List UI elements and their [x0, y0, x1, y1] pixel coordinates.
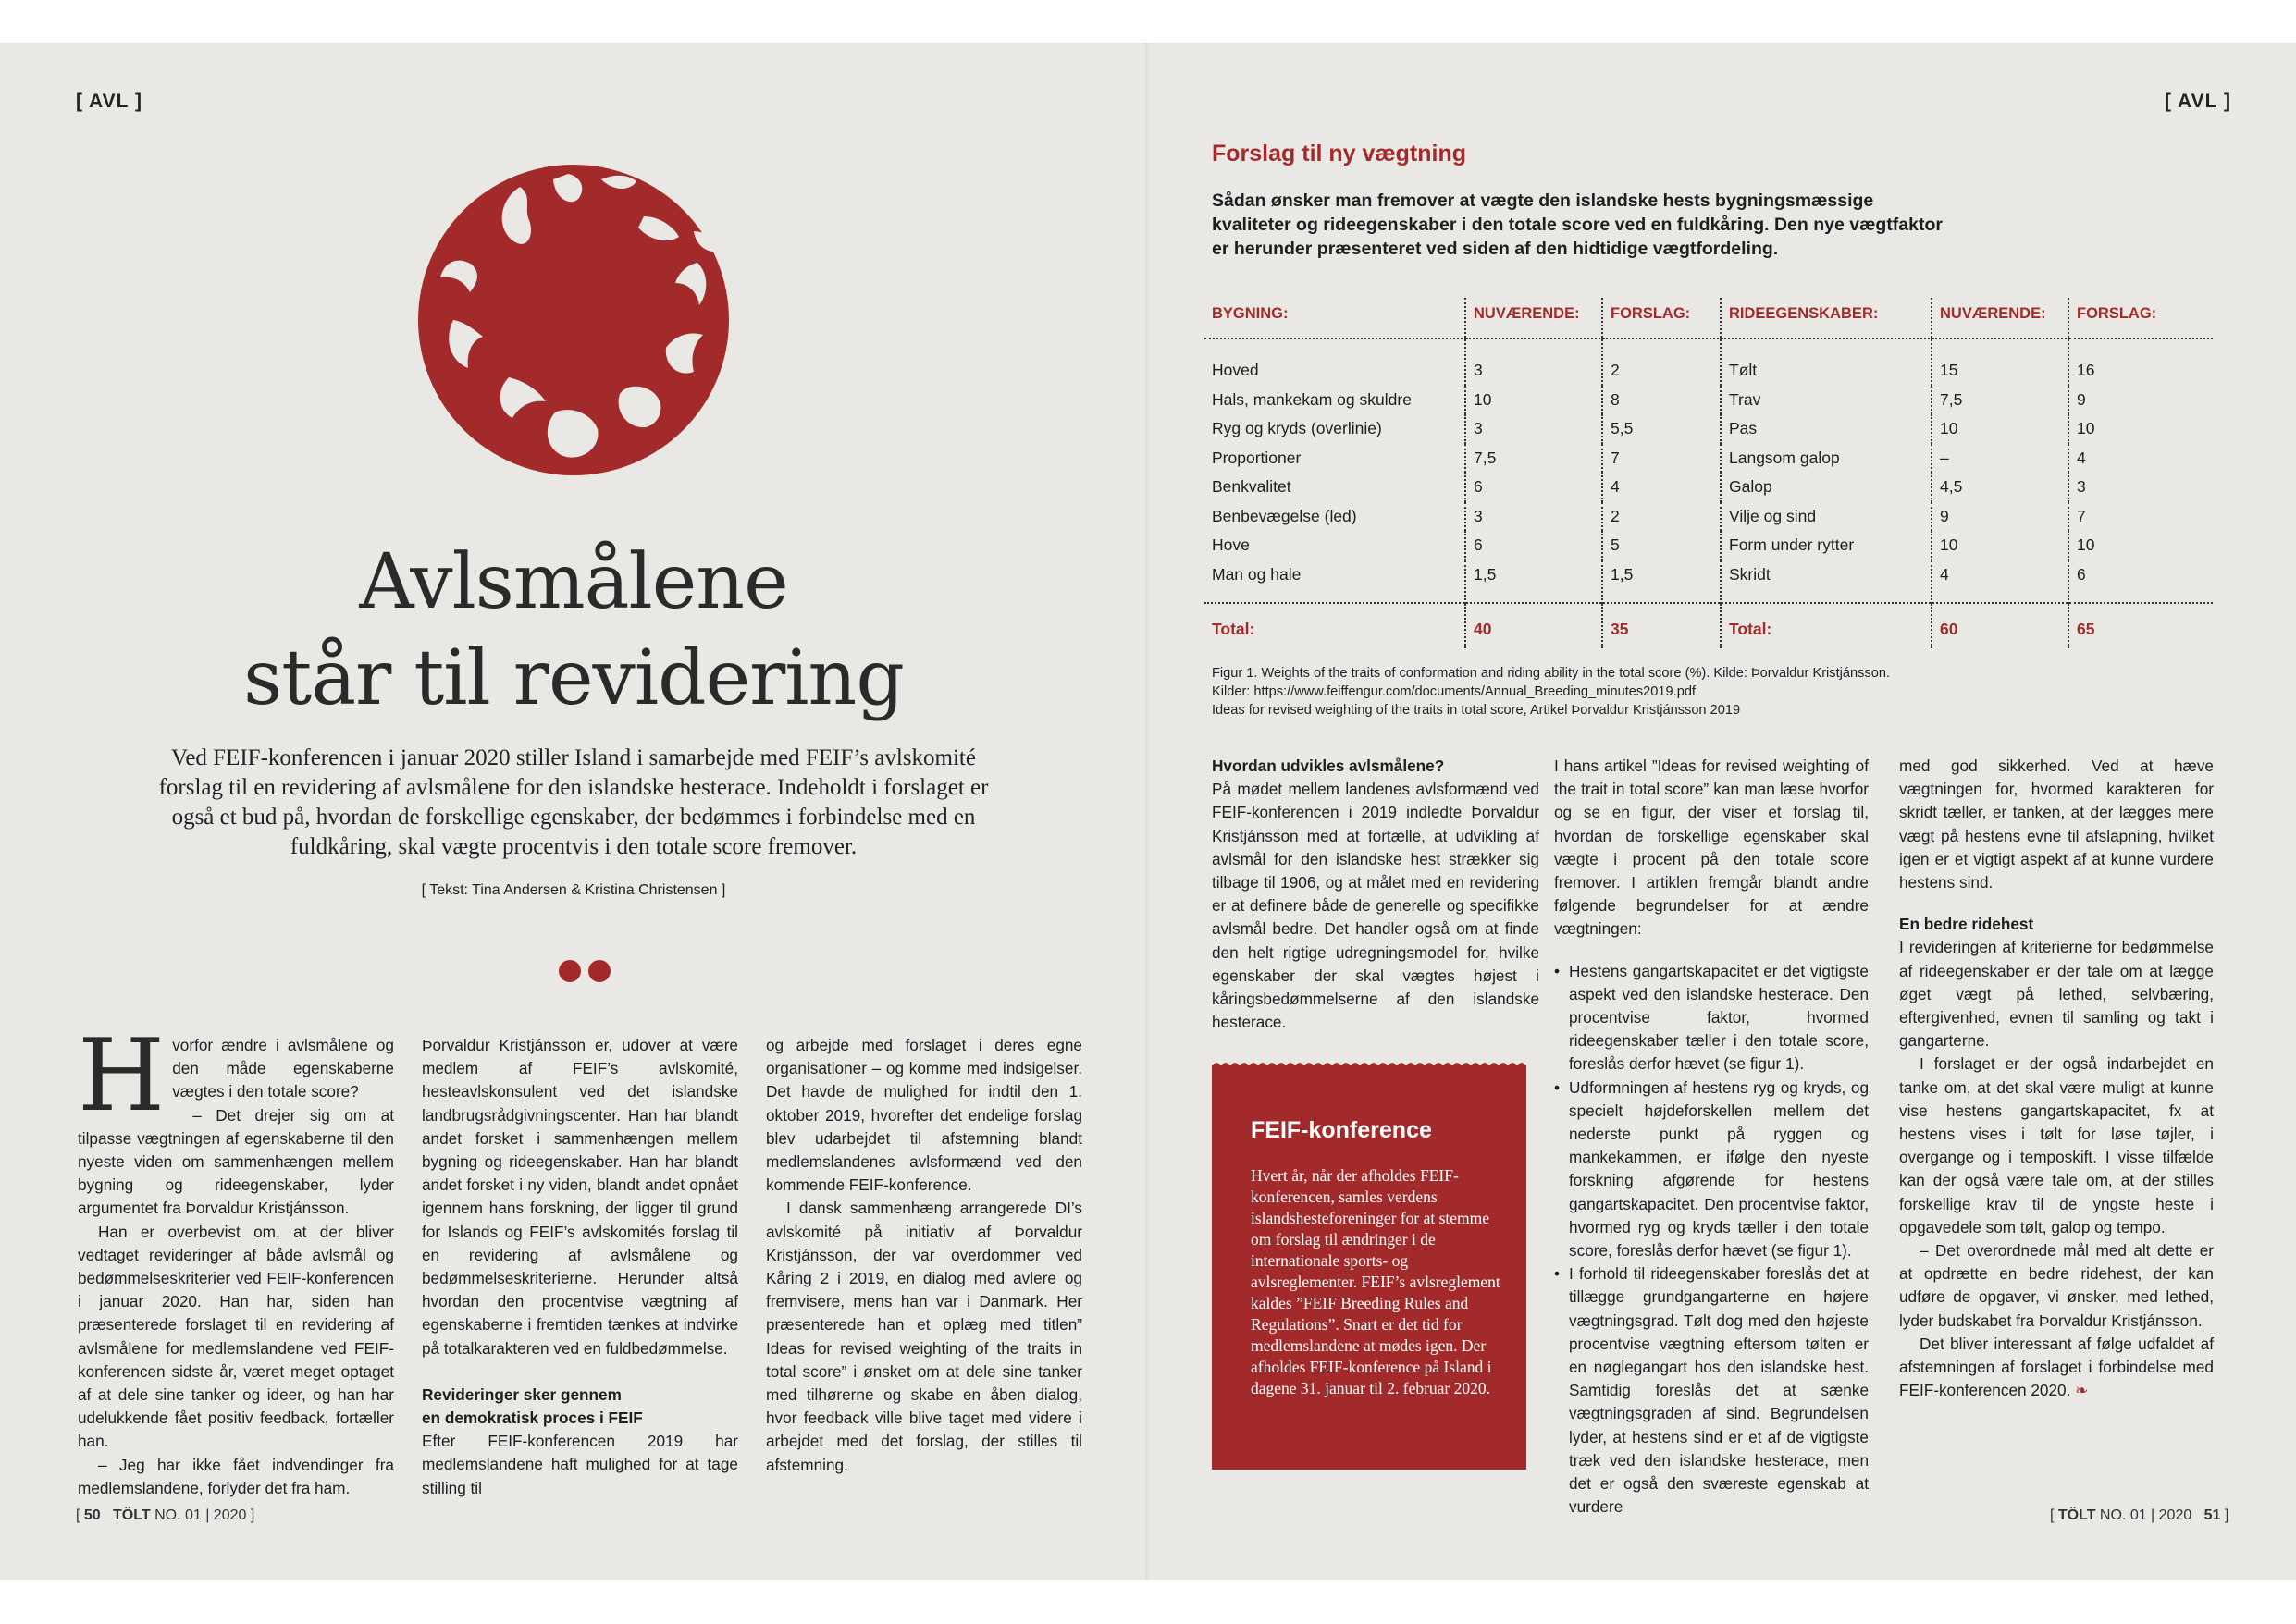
header-cell: NUVÆRENDE: — [1465, 298, 1602, 338]
table-cell: 10 — [1465, 386, 1602, 415]
table-cell: 10 — [2068, 414, 2213, 444]
paragraph: Han er overbevist om, at der bliver vedtaget revideringer af både avlsmål og bedømmelseskriterier ved FEIF-konferencen i januar 2020. Han har, siden han præsenterede forslaget til en revidering af avlsmålene for medlemslandene ved FEIF-konferencen sidste år, været meget optaget af at dele sine tanker og ideer, og han har udelukkende fået positiv feedback, fortæller han. — [78, 1222, 394, 1451]
table-cell: Proportioner — [1212, 448, 1302, 467]
section-tag-right: [ AVL ] — [2165, 91, 2231, 112]
table-cell: Ryg og kryds (overlinie) — [1212, 419, 1382, 438]
left-column-1 — [78, 1018, 394, 1500]
figure-title: Forslag til ny vægtning — [1212, 141, 1467, 166]
paragraph: – Det overordnede mål med alt dette er at opdrætte en bedre ridehest, der kan udføre de opgaver, vi ønsker, med lethed, lyder budskabet fra Þorvaldur Kristjánsson. — [1899, 1241, 2214, 1330]
table-cell: Galop — [1721, 473, 1932, 502]
red-dots-ornament — [559, 960, 618, 987]
title-line-1: Avlsmålene — [359, 538, 788, 626]
table-cell: 6 — [1465, 531, 1602, 560]
paragraph: I hans artikel ”Ideas for revised weighting of the trait in total score” kan man læse hvorfor og se en figur, der viser et forslag til, hvordan de forskellige egenskaber skal vægte i procent på den totale score fremover. I artiklen fremgår blandt andre følgende begrundelser for at ændre vægtningen: — [1554, 757, 1869, 939]
folio-right: [ TÖLT NO. 01 | 2020 51 ] — [2050, 1507, 2229, 1523]
folio-left: [ 50 TÖLT NO. 01 | 2020 ] — [76, 1507, 255, 1523]
table-cell: 10 — [2068, 531, 2213, 560]
header-cell: FORSLAG: — [2068, 298, 2213, 338]
table-row — [1204, 560, 2213, 604]
subheading: Hvordan udvikles avlsmålene? — [1212, 757, 1445, 775]
subheading: En bedre ridehest — [1899, 915, 2034, 934]
bullet-item: • I forhold til rideegenskaber foreslås det at tillægge grundgangarterne en højere vægtningsgrad. Tølt dog med den højeste procentvise vægtning eftersom tølten er en nøglegangart hos den islandske hest. Samtidig foreslås det at sænke vægtningsgraden af sind. Begrundelsen lyder, at hestens sind er et af de vigtigste træk ved den islandske hesterace, men det er også den sværeste egenskab at vurdere — [1554, 1262, 1869, 1519]
table-cell: 5,5 — [1602, 414, 1721, 444]
table-cell: 5 — [1602, 531, 1721, 560]
article-intro: Ved FEIF-konferencen i januar 2020 stiller Island i samarbejde med FEIF’s avlskomité forslag til en revidering af avlsmålene for den islandske hesterace. Indeholdt i forslaget er også et bud på, hvordan de forskellige egenskaber, der bedømmes i forbindelse med en fuldkåring, skal vægte procentvis i den totale score fremover. — [158, 745, 989, 859]
table-cell: 7,5 — [1932, 386, 2068, 415]
table-total-row — [1204, 603, 2213, 648]
table-cell: 6 — [1465, 473, 1602, 502]
table-cell: 7,5 — [1465, 444, 1602, 474]
paragraph: Efter FEIF-konferencen 2019 har medlemslandene haft mulighed for at tage stilling til — [422, 1432, 738, 1497]
table-cell: 4 — [1932, 560, 2068, 604]
table-cell: 6 — [2068, 560, 2213, 604]
figure-subtitle: Sådan ønsker man fremover at vægte den islandske hests bygningsmæssige kvaliteter og rideegenskaber i den totale score ved en fuldkåring. Den nye vægtfaktor er herunder præsenteret ved siden af den hidtidige vægtfordeling. — [1212, 191, 1943, 259]
table-cell: Hove — [1212, 535, 1250, 555]
table-cell: Trav — [1721, 386, 1932, 415]
table-row — [1204, 414, 2213, 444]
table-cell: 2 — [1602, 502, 1721, 532]
right-column-3 — [1899, 755, 2214, 1402]
right-column-1 — [1212, 755, 1539, 1034]
paragraph: med god sikkerhed. Ved at hæve vægtningen for, hvormed karakteren for skridt tæller, er tanken, at der lægges mere vægt på hestens evne til afslapning, hvilket igen er et vigtigt aspekt af at kunne vurdere hestens sind. — [1899, 757, 2214, 892]
table-cell: Benbevægelse (led) — [1212, 506, 1357, 525]
table-cell: 3 — [2068, 473, 2213, 502]
table-cell: Langsom galop — [1721, 444, 1932, 474]
table-cell: Pas — [1721, 414, 1932, 444]
box-text: Hvert år, når der afholdes FEIF-konferencen, samles verdens islandshesteforeninger for at stemme om forslag til ændringer i de internationale sports- og avlsreglementer. FEIF’s avlsreglement kaldes ”FEIF Breeding Rules and Regulations”. Snart er det tid for medlemslandene at mødes igen. Der afholdes FEIF-konference på Island i dagene 31. januar til 2. februar 2020. — [1251, 1166, 1500, 1397]
article-title — [167, 535, 981, 727]
header-cell: FORSLAG: — [1602, 298, 1721, 338]
paragraph: I dansk sammenhæng arrangerede DI’s avlskomité på initiativ af Þorvaldur Kristjánsson, der var overdommer ved Kåring 2 i 2019, en dialog med avlere og fremvisere, mens han var i Danmark. Her præsenterede han et oplæg med titlen” Ideas for revised weighting of the traits in total score” i ønsket om at dele sine tanker med tilhørerne og skabe en åben dialog, hvor feedback ville blive taget med videre i arbejdet med det forslag, der stilles til afstemning. — [766, 1199, 1082, 1474]
title-line-2: står til revidering — [243, 634, 904, 722]
drop-cap: H — [78, 1018, 166, 1134]
table-row — [1204, 531, 2213, 560]
table-cell: 4,5 — [1932, 473, 2068, 502]
paragraph: I forslaget er der også indarbejdet en tanke om, at det skal være muligt at kunne vise hestens gangartskapacitet, fx at hestens vises i tølt for løse tøjler, i overgange og i temposkift. I visse tilfælde kan der også være tale om, at der stilles forskellige krav til de yngste heste i opgavedele som tølt, galop og tempo. — [1899, 1054, 2214, 1236]
box-title: FEIF-konference — [1251, 1117, 1432, 1143]
table-row — [1204, 502, 2213, 532]
table-cell: Total: — [1204, 603, 1465, 648]
section-tag-left: [ AVL ] — [76, 91, 142, 112]
table-cell: 16 — [2068, 338, 2213, 386]
caption-line: Kilder: https://www.feiffengur.com/documents/Annual_Breeding_minutes2019.pdf — [1212, 684, 1696, 699]
table-cell: 2 — [1602, 338, 1721, 386]
table-cell: 3 — [1465, 338, 1602, 386]
table-cell: 9 — [2068, 386, 2213, 415]
weights-table — [1204, 298, 2213, 648]
bullet-item: • Udformningen af hestens ryg og kryds, og specielt højdeforskellen mellem det nederste punkt på ryggen og mankekammen, er ifølge den nyeste forskning afgørende for hestens gangartskapacitet. Den procentvise faktor, hvormed ryg og kryds tæller i den totale score, foreslås derfor hævet (se figur 1). — [1554, 1077, 1869, 1263]
table-cell: Hals, mankekam og skuldre — [1212, 389, 1412, 409]
table-cell: 65 — [2068, 603, 2213, 648]
end-mark-icon: ❧ — [2075, 1381, 2089, 1400]
feif-info-box — [1212, 1065, 1526, 1470]
table-row — [1204, 338, 2213, 386]
table-cell: 7 — [1602, 444, 1721, 474]
header-cell: NUVÆRENDE: — [1932, 298, 2068, 338]
caption-line: Ideas for revised weighting of the traits in total score, Artikel Þorvaldur Kristjánsson 2019 — [1212, 703, 1741, 718]
left-column-3 — [766, 1034, 1082, 1477]
paragraph: Þorvaldur Kristjánsson er, udover at være medlem af FEIF’s avlskomité, hesteavlskonsulent ved det islandske landbrugsrådgivningscenter. Han har blandt andet forsket i sammenhængen mellem bygning og rideegenskaber. Han har blandt andet forsket i ny viden, blandt andet opnået igennem hans forskning, der ligger til grund for Islands og FEIF’s avlskomités forslag til en revidering af avlsmålene og bedømmelseskriterierne. Herunder altså hvordan den procentvise vægtning af egenskaberne i fremtiden tænkes at indvirke på totalkarakteren ved en fuldbedømmelse. — [422, 1036, 738, 1358]
table-cell: – — [1932, 444, 2068, 474]
table-cell: 9 — [1932, 502, 2068, 532]
table-cell: 3 — [1465, 414, 1602, 444]
paragraph: Det bliver interessant af følge udfaldet af afstemningen af forslaget i forbindelse med FEIF-konferencen 2020. ❧ — [1899, 1334, 2214, 1400]
bullet-item: • Hestens gangartskapacitet er det vigtigste aspekt ved den islandske hesterace. Den procentvise faktor, hvormed rideegenskaber tæller i den totale score, foreslås derfor hævet (se figur 1). — [1554, 960, 1869, 1077]
paragraph: – Det drejer sig om at tilpasse vægtningen af egenskaberne til den nyeste viden om sammenhængen mellem bygning og rideegenskaber, lyder argumentet fra Þorvaldur Kristjánsson. — [78, 1105, 394, 1218]
table-cell: 1,5 — [1465, 560, 1602, 604]
paragraph: og arbejde med forslaget i deres egne organisationer – og komme med indsigelser. Det havde de mulighed for indtil den 1. oktober 2019, hvorefter det endelige forslag blev udarbejdet til afstemning blandt medlemslandenes avlsformænd ved den kommende FEIF-konference. — [766, 1036, 1082, 1195]
table-cell: 40 — [1465, 603, 1602, 648]
table-cell: 15 — [1932, 338, 2068, 386]
table-cell: Skridt — [1721, 560, 1932, 604]
table-row — [1204, 444, 2213, 474]
table-cell: Benkvalitet — [1212, 477, 1291, 497]
table-cell: Vilje og sind — [1721, 502, 1932, 532]
caption-line: Figur 1. Weights of the traits of conformation and riding ability in the total score (%). Kilde: Þorvaldur Kristjánsson. — [1212, 666, 1891, 681]
table-cell: 4 — [2068, 444, 2213, 474]
table-cell: Tølt — [1721, 338, 1932, 386]
table-cell: 7 — [2068, 502, 2213, 532]
header-cell: RIDEEGENSKABER: — [1721, 298, 1932, 338]
table-cell: 8 — [1602, 386, 1721, 415]
table-header-row — [1204, 298, 2213, 338]
table-cell: 4 — [1602, 473, 1721, 502]
paragraph: I revideringen af kriterierne for bedømmelse af rideegenskaber er der tale om at lægge øget vægt på lethed, selvbæring, eftergivenhed, evnen til samling og takt i gangarterne. — [1899, 938, 2214, 1051]
table-cell: 10 — [1932, 531, 2068, 560]
left-column-2 — [422, 1034, 738, 1500]
right-column-2 — [1554, 755, 1869, 1519]
subheading: Revideringer sker gennem en demokratisk proces i FEIF — [422, 1384, 643, 1428]
table-cell: Form under rytter — [1721, 531, 1932, 560]
table-cell: Man og hale — [1212, 564, 1302, 584]
table-cell: 35 — [1602, 603, 1721, 648]
paragraph: På mødet mellem landenes avlsformænd ved FEIF-konferencen i 2019 indledte Þorvaldur Kristjánsson med at fortælle, at udvikling af avlsmål for den islandske hest strækker sig tilbage til 1906, og at målet med en revidering er at definere både de generelle og specifikke avlsmål bedre. Det handler også om at finde den helt rigtige udregningsmodel for, hvilke egenskaber der skal vægtes højest i kåringsbedømmelserne af den islandske hesterace. — [1212, 780, 1539, 1032]
table-cell: 10 — [1932, 414, 2068, 444]
figure-caption — [1212, 664, 1989, 720]
paragraph: vorfor ændre i avlsmålene og den måde egenskaberne vægtes i den totale score? — [172, 1036, 394, 1101]
horse-logo-icon — [416, 163, 731, 482]
table-row — [1204, 473, 2213, 502]
header-cell: BYGNING: — [1204, 298, 1465, 338]
byline: [ Tekst: Tina Andersen & Kristina Christensen ] — [421, 882, 726, 898]
table-row — [1204, 386, 2213, 415]
table-cell: 3 — [1465, 502, 1602, 532]
table-cell: 1,5 — [1602, 560, 1721, 604]
table-cell: Total: — [1721, 603, 1932, 648]
page-gutter — [1145, 43, 1151, 1580]
paragraph: – Jeg har ikke fået indvendinger fra medlemslandene, forlyder det fra ham. — [78, 1455, 394, 1497]
table-cell: 60 — [1932, 603, 2068, 648]
table-cell: Hoved — [1212, 361, 1259, 380]
